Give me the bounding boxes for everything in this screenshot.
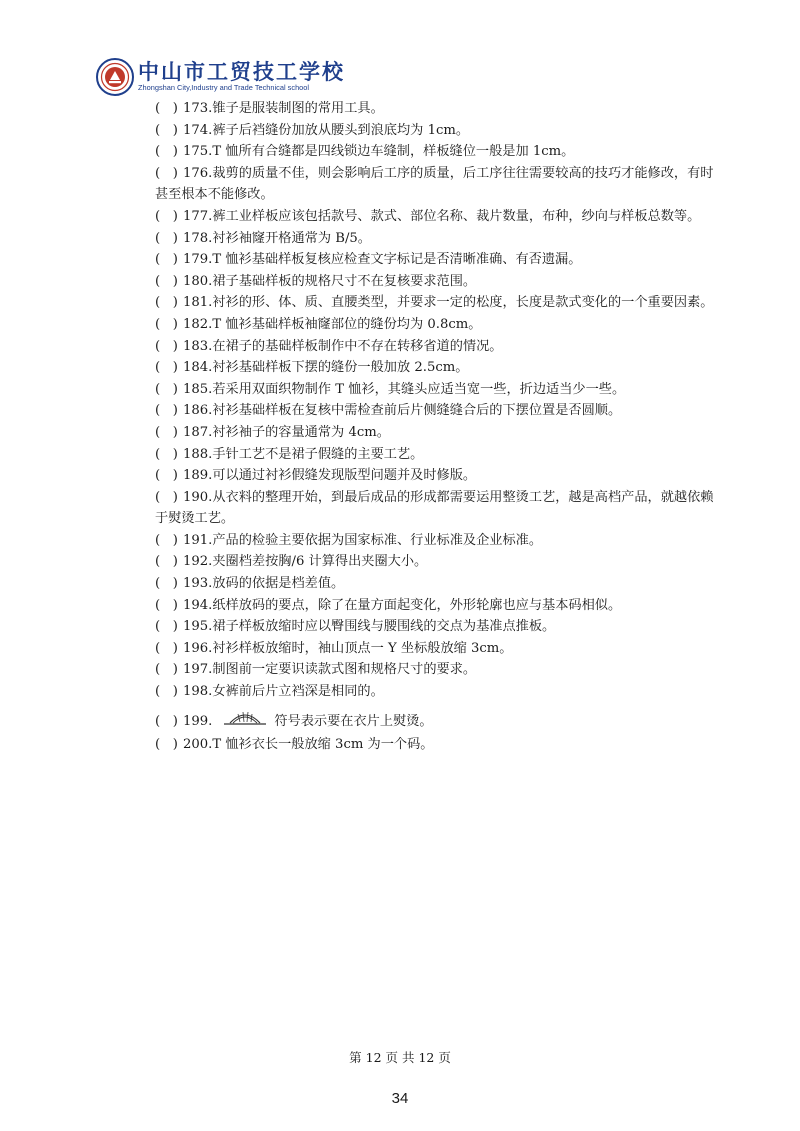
school-header xyxy=(96,52,356,96)
answer-blank: ( ) xyxy=(155,640,178,656)
question-number: 185. xyxy=(183,381,213,397)
question-text: 在裙子的基础样板制作中不存在转移省道的情况。 xyxy=(212,338,503,354)
question-text: T 恤所有合缝都是四线锁边车缝制，样板缝位一般是加 1cm。 xyxy=(212,144,575,160)
question-number: 182. xyxy=(183,316,213,332)
answer-blank: ( ) xyxy=(155,360,178,376)
question-179 xyxy=(155,249,715,271)
question-182 xyxy=(155,314,715,336)
answer-blank: ( ) xyxy=(155,165,178,181)
question-191 xyxy=(155,530,715,552)
school-name-cn: 中山市工贸技工学校 xyxy=(138,60,345,84)
question-187 xyxy=(155,422,715,444)
question-195 xyxy=(155,616,715,638)
question-number: 186. xyxy=(183,403,213,419)
answer-blank: ( ) xyxy=(155,122,178,138)
question-198 xyxy=(155,681,715,703)
school-name-en: Zhongshan City,Industry and Trade Technical school xyxy=(138,83,310,92)
question-186 xyxy=(155,400,715,422)
question-188 xyxy=(155,444,715,466)
question-text: 可以通过衬衫假缝发现版型问题并及时修版。 xyxy=(212,468,477,484)
question-text: 裙子基础样板的规格尺寸不在复核要求范围。 xyxy=(212,273,477,289)
question-text: 产品的检验主要依据为国家标准、行业标准及企业标准。 xyxy=(212,532,543,548)
question-174 xyxy=(155,120,715,142)
question-text: 衬衫袖窿开格通常为 B/5。 xyxy=(212,230,371,246)
answer-blank: ( ) xyxy=(155,101,178,116)
question-number: 191. xyxy=(183,532,213,548)
question-text: 衬衫的形、体、质、直腰类型，并要求一定的松度，长度是款式变化的一个重要因素。 xyxy=(212,295,714,311)
page-footer: 第 12 页 共 12 页 xyxy=(349,1050,451,1065)
question-number: 190. xyxy=(183,489,213,505)
answer-blank: ( ) xyxy=(155,252,178,268)
answer-blank: ( ) xyxy=(155,554,178,570)
question-200 xyxy=(155,734,715,756)
answer-blank: ( ) xyxy=(155,338,178,354)
answer-blank: ( ) xyxy=(155,230,178,246)
page-number: 34 xyxy=(391,1090,409,1107)
question-text: 制图前一定要识读款式图和规格尺寸的要求。 xyxy=(212,662,477,678)
question-number: 180. xyxy=(183,273,213,289)
question-number: 198. xyxy=(183,684,213,700)
question-text: 衬衫袖子的容量通常为 4cm。 xyxy=(212,424,390,440)
question-number: 179. xyxy=(183,252,213,268)
question-number: 177. xyxy=(183,208,213,224)
answer-blank: ( ) xyxy=(155,446,178,462)
answer-blank: ( ) xyxy=(155,381,178,397)
answer-blank: ( ) xyxy=(155,619,178,635)
ironing-symbol-icon xyxy=(222,708,268,728)
question-185 xyxy=(155,379,715,401)
question-text: 衬衫样板放缩时，袖山顶点一 Y 坐标般放缩 3cm。 xyxy=(212,640,513,656)
question-number: 195. xyxy=(183,619,213,635)
question-190 xyxy=(155,487,715,530)
answer-blank: ( ) xyxy=(155,403,178,419)
question-text: 裁剪的质量不佳，则会影响后工序的质量，后工序往往需要较高的技巧才能修改，有时甚至根本不能修改。 xyxy=(155,165,714,203)
question-text: 夹圈档差按胸/6 计算得出夹圈大小。 xyxy=(212,554,428,570)
question-list xyxy=(155,98,715,755)
question-number: 200. xyxy=(183,736,213,752)
question-number: 174. xyxy=(183,122,213,138)
question-189 xyxy=(155,465,715,487)
answer-blank: ( ) xyxy=(155,273,178,289)
question-196 xyxy=(155,638,715,660)
question-194 xyxy=(155,595,715,617)
question-number: 176. xyxy=(183,165,213,181)
question-text: 裙子样板放缩时应以臀围线与腰围线的交点为基准点推板。 xyxy=(212,619,556,635)
question-176 xyxy=(155,163,715,206)
question-183 xyxy=(155,336,715,358)
question-text: T 恤衫基础样板袖窿部位的缝份均为 0.8cm。 xyxy=(212,316,482,332)
question-175 xyxy=(155,141,715,163)
question-199 xyxy=(155,708,715,734)
answer-blank: ( ) xyxy=(155,468,178,484)
question-number: 183. xyxy=(183,338,213,354)
question-text: 符号表示要在衣片上熨烫。 xyxy=(274,713,433,729)
question-text: 锥子是服装制图的常用工具。 xyxy=(212,101,384,116)
question-number: 188. xyxy=(183,446,213,462)
question-number: 189. xyxy=(183,468,213,484)
answer-blank: ( ) xyxy=(155,208,178,224)
question-184 xyxy=(155,357,715,379)
answer-blank: ( ) xyxy=(155,713,178,729)
question-text: 从衣料的整理开始，到最后成品的形成都需要运用整烫工艺，越是高档产品，就越依赖于熨烫工艺。 xyxy=(155,489,714,527)
question-number: 192. xyxy=(183,554,213,570)
answer-blank: ( ) xyxy=(155,597,178,613)
question-number: 197. xyxy=(183,662,213,678)
question-number: 175. xyxy=(183,144,213,160)
question-number: 181. xyxy=(183,295,213,311)
question-number: 199. xyxy=(183,713,213,729)
answer-blank: ( ) xyxy=(155,316,178,332)
question-text: 手针工艺不是裙子假缝的主要工艺。 xyxy=(212,446,424,462)
question-193 xyxy=(155,573,715,595)
answer-blank: ( ) xyxy=(155,295,178,311)
question-text: 放码的依据是档差值。 xyxy=(212,576,345,592)
question-text: 女裤前后片立裆深是相同的。 xyxy=(212,684,384,700)
answer-blank: ( ) xyxy=(155,532,178,548)
question-173 xyxy=(155,98,715,120)
question-197 xyxy=(155,659,715,681)
question-number: 173. xyxy=(183,101,213,116)
question-number: 178. xyxy=(183,230,213,246)
question-text: 纸样放码的要点，除了在量方面起变化，外形轮廓也应与基本码相似。 xyxy=(212,597,622,613)
question-text: T 恤衫衣长一般放缩 3cm 为一个码。 xyxy=(212,736,434,752)
question-number: 187. xyxy=(183,424,213,440)
answer-blank: ( ) xyxy=(155,576,178,592)
question-178 xyxy=(155,228,715,250)
question-192 xyxy=(155,551,715,573)
question-number: 194. xyxy=(183,597,213,613)
question-177 xyxy=(155,206,715,228)
answer-blank: ( ) xyxy=(155,489,178,505)
question-text: 裤工业样板应该包括款号、款式、部位名称、裁片数量，布种，纱向与样板总数等。 xyxy=(212,208,701,224)
answer-blank: ( ) xyxy=(155,662,178,678)
answer-blank: ( ) xyxy=(155,424,178,440)
answer-blank: ( ) xyxy=(155,144,178,160)
question-181 xyxy=(155,292,715,314)
question-number: 193. xyxy=(183,576,213,592)
answer-blank: ( ) xyxy=(155,684,178,700)
question-text: T 恤衫基础样板复核应检查文字标记是否清晰准确、有否遗漏。 xyxy=(212,252,582,268)
school-logo-icon xyxy=(96,58,134,96)
question-text: 衬衫基础样板在复核中需检查前后片侧缝缝合后的下摆位置是否圆顺。 xyxy=(212,403,622,419)
question-180 xyxy=(155,271,715,293)
question-text: 裤子后裆缝份加放从腰头到浪底均为 1cm。 xyxy=(212,122,470,138)
question-number: 196. xyxy=(183,640,213,656)
question-text: 若采用双面织物制作 T 恤衫，其缝头应适当宽一些，折边适当少一些。 xyxy=(212,381,626,397)
question-text: 衬衫基础样板下摆的缝份一般加放 2.5cm。 xyxy=(212,360,469,376)
question-number: 184. xyxy=(183,360,213,376)
answer-blank: ( ) xyxy=(155,736,178,752)
